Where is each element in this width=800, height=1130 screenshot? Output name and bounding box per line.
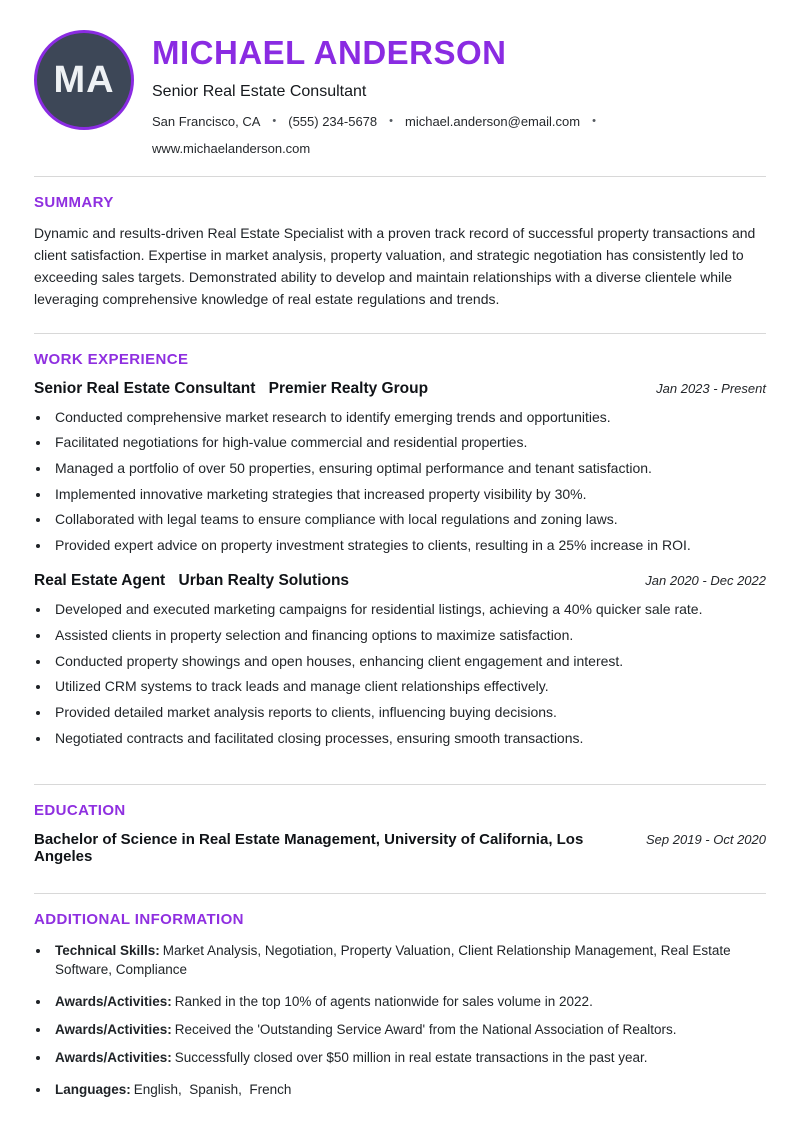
job-bullet: • Conducted property showings and open houses, enhancing client engagement and interest.	[51, 652, 766, 670]
info-text: English, Spanish, French	[133, 1081, 292, 1097]
header-text	[152, 30, 766, 156]
education-dates: Sep 2019 - Oct 2020	[646, 832, 766, 848]
education-entry	[34, 831, 766, 865]
info-item-awards	[51, 1021, 766, 1040]
contact-location: San Francisco, CA	[152, 113, 261, 129]
job-title-company	[34, 380, 428, 398]
job-bullet: • Assisted clients in property selection and financing options to maximize satisfaction.	[51, 626, 766, 644]
info-label: Awards/Activities:	[55, 994, 172, 1010]
job-bullet: • Provided detailed market analysis reports to clients, influencing buying decisions.	[51, 703, 766, 721]
job-company: Premier Realty Group	[268, 379, 429, 397]
job-bullet: • Managed a portfolio of over 50 properties, ensuring optimal performance and tenant satisfaction.	[51, 459, 766, 477]
job-bullet-list	[51, 600, 766, 747]
additional-info-list	[51, 942, 766, 1099]
info-text: Market Analysis, Negotiation, Property Valuation, Client Relationship Management, Real Estate Software, Compliance	[55, 943, 735, 978]
job-title-company	[34, 572, 349, 590]
job-bullet: • Negotiated contracts and facilitated closing processes, ensuring smooth transactions.	[51, 729, 766, 747]
person-title: Senior Real Estate Consultant	[152, 82, 367, 100]
contact-email: michael.anderson@email.com	[405, 113, 581, 129]
section-additional-information	[34, 893, 766, 1099]
job-title: Senior Real Estate Consultant	[34, 379, 256, 397]
job-bullet: • Conducted comprehensive market research to identify emerging trends and opportunities.	[51, 408, 766, 426]
job-header	[34, 380, 766, 398]
info-text: Received the 'Outstanding Service Award' from the National Association of Realtors.	[174, 1021, 677, 1037]
job-title: Real Estate Agent	[34, 572, 166, 590]
resume-header	[34, 30, 766, 176]
info-item-technical-skills	[51, 942, 766, 980]
section-summary	[34, 176, 766, 333]
summary-text: Dynamic and results-driven Real Estate Specialist with a proven track record of successful property transactions and client satisfaction. Expertise in market analysis, property valuation, and strategic negotiation has consistently led to exceeding sales targets. Demonstrated ability to develop and maintain relationships with a diverse clientele while leveraging comprehensive knowledge of real estate regulations and trends.	[34, 224, 756, 307]
contact-separator: •	[592, 115, 596, 128]
job-header	[34, 572, 766, 590]
job-company: Urban Realty Solutions	[178, 572, 350, 590]
job-entry	[34, 572, 766, 747]
info-label: Awards/Activities:	[55, 1021, 172, 1037]
contact-website: www.michaelanderson.com	[152, 140, 311, 156]
job-bullet: • Implemented innovative marketing strategies that increased property visibility by 30%.	[51, 485, 766, 503]
info-text: Successfully closed over $50 million in real estate transactions in the past year.	[174, 1049, 648, 1065]
job-bullet-list	[51, 408, 766, 555]
info-label: Technical Skills:	[55, 943, 160, 959]
job-entry	[34, 380, 766, 555]
info-item-languages	[51, 1081, 766, 1100]
avatar-initials: MA	[53, 58, 115, 101]
contact-separator: •	[272, 115, 277, 128]
section-education	[34, 784, 766, 893]
info-label: Languages:	[55, 1081, 131, 1097]
contact-phone: (555) 234-5678	[288, 113, 378, 129]
person-name: MICHAEL ANDERSON	[152, 34, 507, 71]
work-experience-heading: WORK EXPERIENCE	[34, 350, 189, 368]
education-heading: EDUCATION	[34, 802, 126, 820]
job-bullet: • Collaborated with legal teams to ensure compliance with local regulations and zoning laws.	[51, 510, 766, 528]
section-work-experience	[34, 333, 766, 785]
additional-information-heading: ADDITIONAL INFORMATION	[34, 911, 244, 929]
contact-row	[152, 114, 766, 156]
job-bullet: • Facilitated negotiations for high-value commercial and residential properties.	[51, 433, 766, 451]
info-item-awards	[51, 1049, 766, 1068]
info-item-awards	[51, 993, 766, 1012]
education-degree: Bachelor of Science in Real Estate Management, University of California, Los Angeles	[34, 831, 584, 866]
summary-heading: SUMMARY	[34, 193, 114, 211]
contact-separator: •	[389, 115, 393, 128]
avatar	[34, 30, 134, 130]
info-text: Ranked in the top 10% of agents nationwide for sales volume in 2022.	[174, 994, 593, 1010]
job-bullet: • Utilized CRM systems to track leads and manage client relationships effectively.	[51, 677, 766, 695]
job-dates: Jan 2020 - Dec 2022	[645, 573, 766, 589]
job-bullet: • Provided expert advice on property investment strategies to clients, resulting in a 25% increase in ROI.	[51, 536, 766, 554]
job-dates: Jan 2023 - Present	[656, 380, 766, 396]
job-bullet: • Developed and executed marketing campaigns for residential listings, achieving a 40% quicker sale rate.	[51, 600, 766, 618]
info-label: Awards/Activities:	[55, 1049, 172, 1065]
